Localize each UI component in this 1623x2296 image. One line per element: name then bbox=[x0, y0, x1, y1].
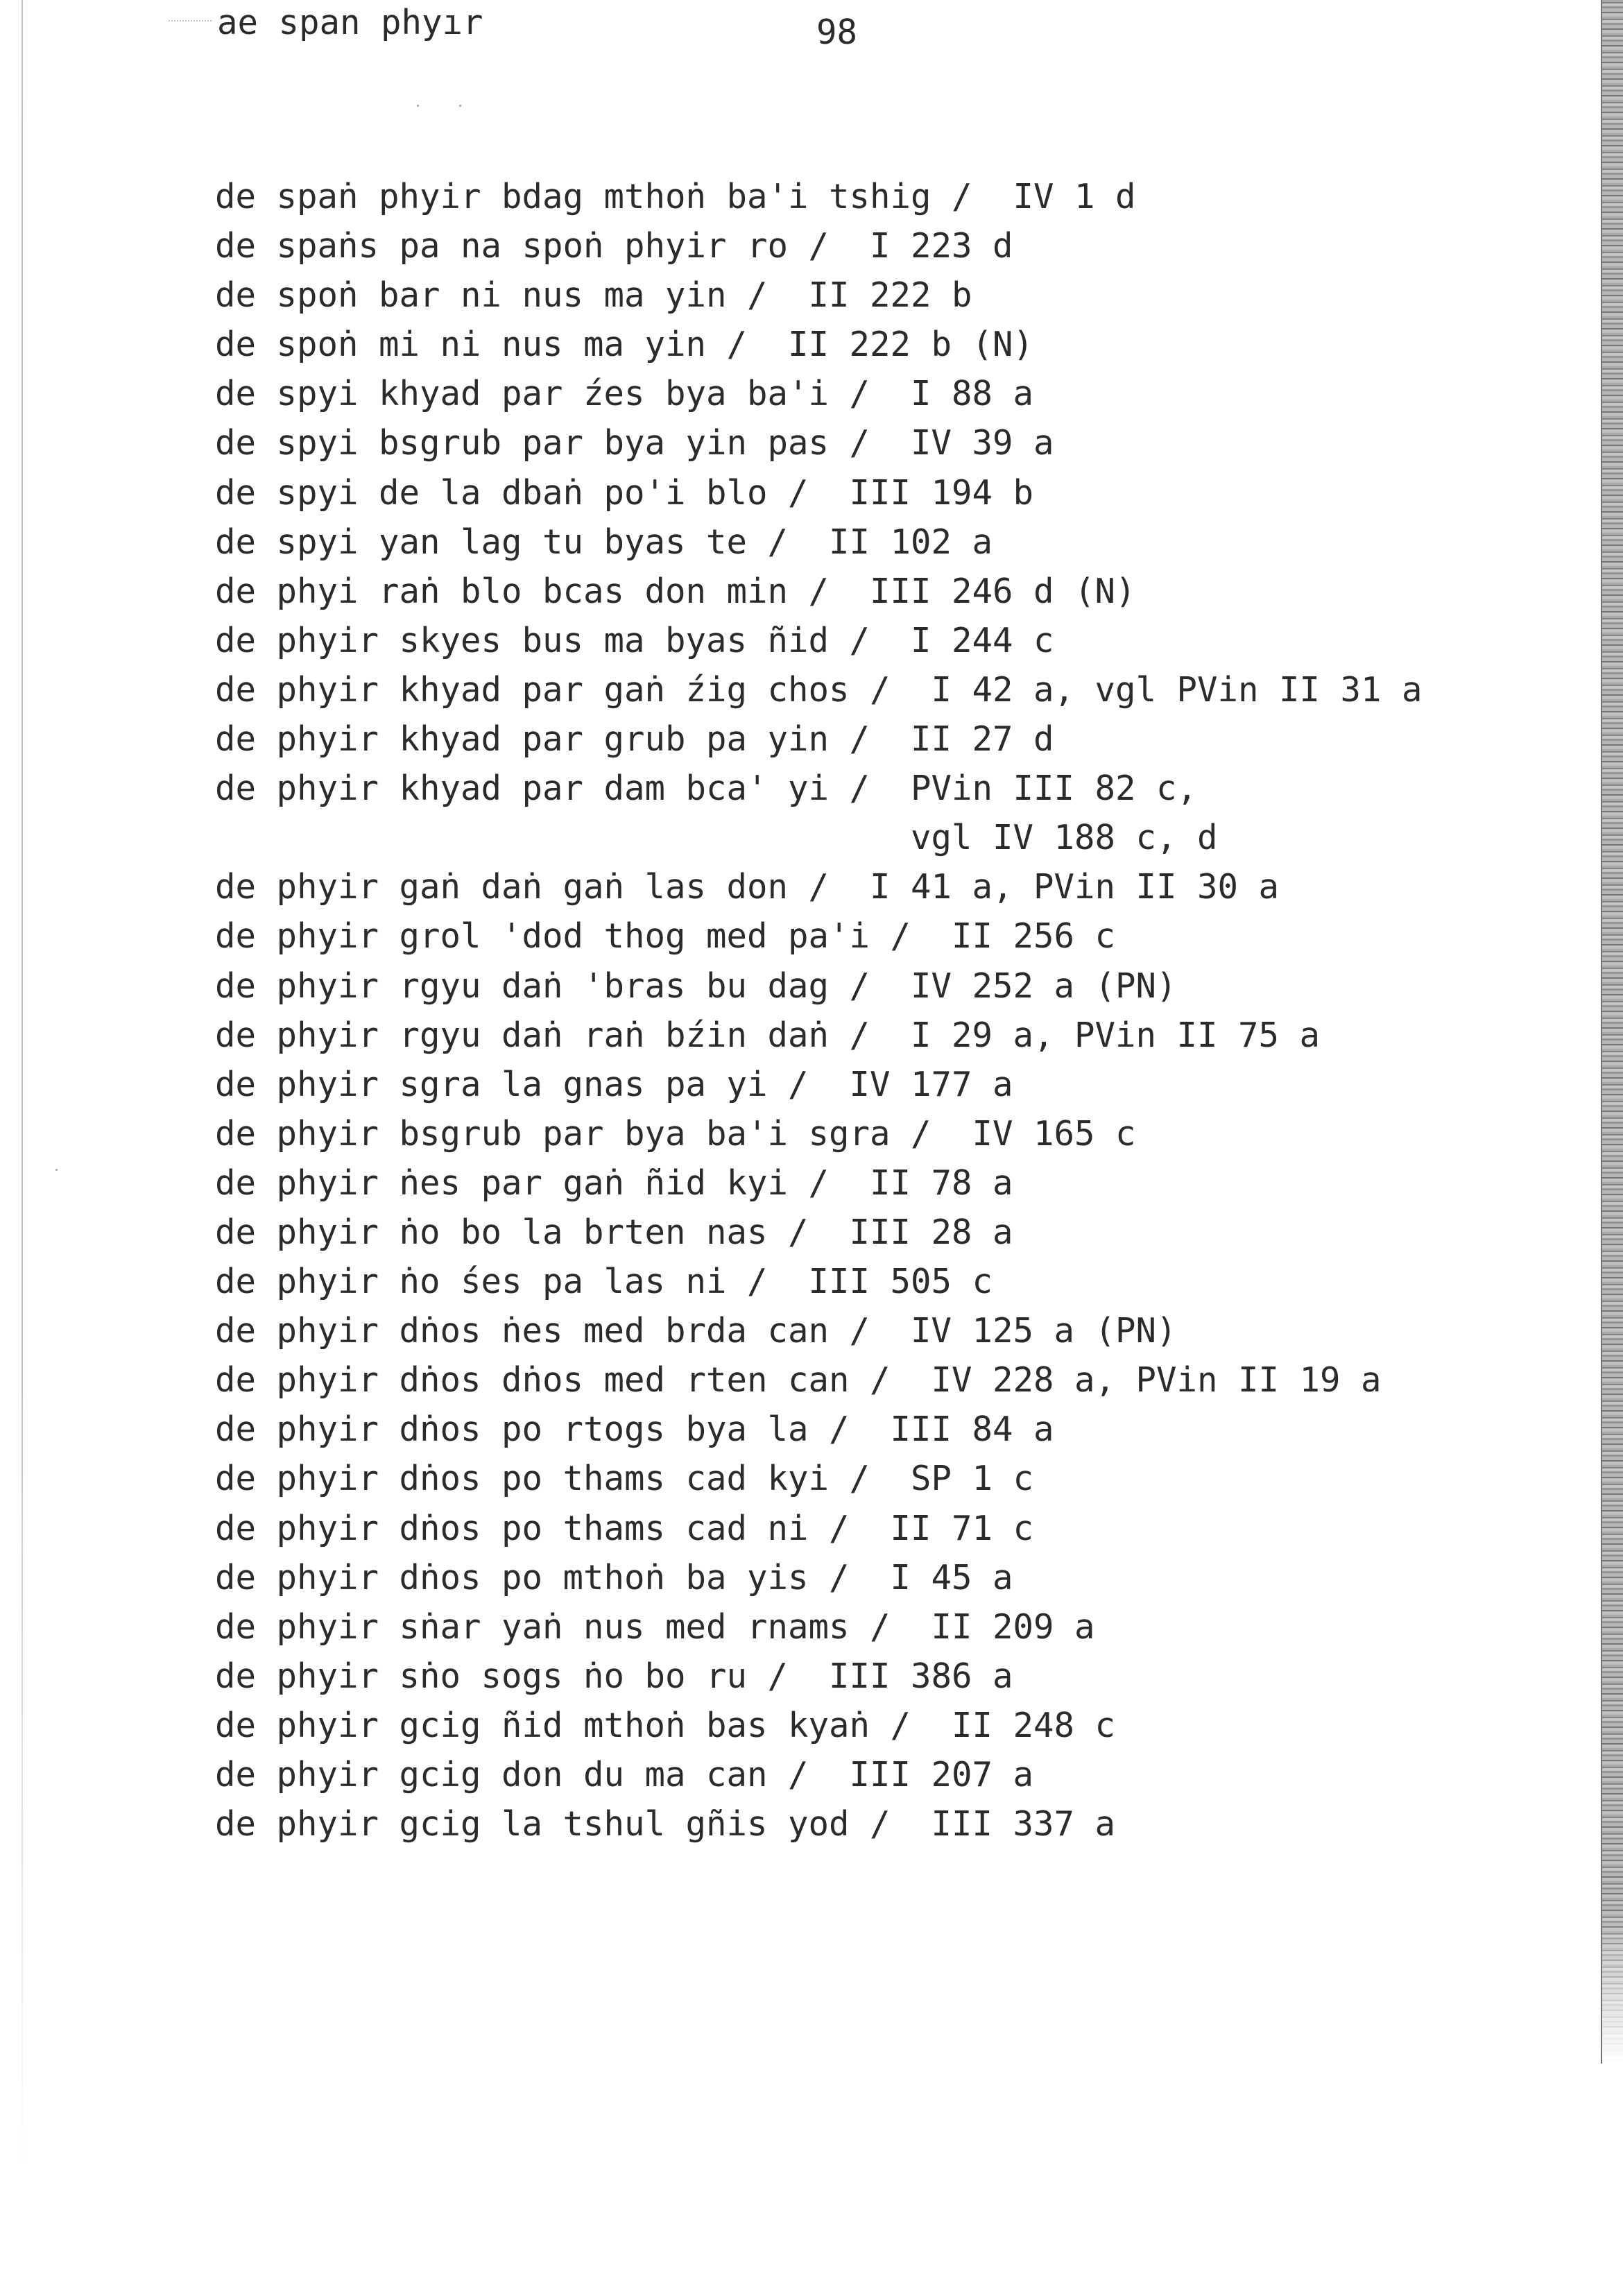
reference: I 42 a, vgl PVin II 31 a bbox=[931, 669, 1423, 710]
index-entry bbox=[215, 1454, 1423, 1503]
reference: vgl IV 188 c, d bbox=[911, 818, 1218, 858]
verse-text: de phyir dṅos ṅes med brda can / bbox=[215, 1311, 870, 1351]
reference: III 386 a bbox=[829, 1656, 1013, 1696]
verse-text: de phyir sṅo sogs ṅo bo ru / bbox=[215, 1656, 789, 1696]
index-entry bbox=[215, 271, 1423, 320]
reference: IV 177 a bbox=[849, 1064, 1013, 1104]
index-entry bbox=[215, 1158, 1423, 1208]
reference: II 71 c bbox=[890, 1508, 1034, 1548]
reference: II 222 b bbox=[808, 275, 972, 316]
verse-text: de phyir gaṅ daṅ gaṅ las don / bbox=[215, 867, 830, 907]
reference: I 41 a, PVin II 30 a bbox=[870, 867, 1280, 907]
index-entry bbox=[215, 1602, 1423, 1652]
reference: II 256 c bbox=[952, 916, 1116, 957]
reference: III 194 b bbox=[849, 472, 1034, 513]
verse-text: de phyir ṅo śes pa las ni / bbox=[215, 1262, 768, 1302]
reference: II 78 a bbox=[870, 1163, 1013, 1203]
reference: IV 39 a bbox=[911, 423, 1054, 463]
index-entry bbox=[215, 221, 1423, 271]
index-entry bbox=[215, 1208, 1423, 1257]
reference: IV 125 a (PN) bbox=[911, 1311, 1177, 1351]
scan-speck bbox=[459, 105, 461, 107]
verse-text: de spaṅs pa na spoṅ phyir ro / bbox=[215, 226, 830, 266]
index-entry bbox=[215, 1109, 1423, 1158]
reference: I 45 a bbox=[890, 1557, 1013, 1597]
reference: III 84 a bbox=[890, 1410, 1054, 1450]
scan-speck bbox=[417, 105, 419, 107]
verse-text: de phyir dṅos po thams cad kyi / bbox=[215, 1459, 870, 1499]
verse-text: de phyir grol 'dod thog med pa'i / bbox=[215, 916, 911, 957]
verse-text: de phyir khyad par dam bca' yi / bbox=[215, 769, 870, 809]
index-entry bbox=[215, 1060, 1423, 1109]
index-entry bbox=[215, 1504, 1423, 1553]
reference: PVin III 82 c, bbox=[911, 769, 1198, 809]
reference: IV 165 c bbox=[972, 1113, 1136, 1154]
verse-text: de phyir gcig ñid mthoṅ bas kyaṅ / bbox=[215, 1705, 911, 1745]
reference: IV 228 a, PVin II 19 a bbox=[931, 1360, 1382, 1400]
reference: I 244 c bbox=[911, 620, 1054, 660]
verse-text: de phyir ṅo bo la brten nas / bbox=[215, 1212, 809, 1252]
reference-continuation bbox=[215, 813, 1423, 862]
index-entry bbox=[215, 1405, 1423, 1454]
reference: III 505 c bbox=[808, 1262, 993, 1302]
page-number: 98 bbox=[816, 12, 858, 52]
reference: II 27 d bbox=[911, 719, 1054, 760]
index-entry bbox=[215, 764, 1423, 813]
verse-text: de phyir dṅos po thams cad ni / bbox=[215, 1508, 850, 1548]
verse-text: de phyi raṅ blo bcas don min / bbox=[215, 571, 830, 611]
index-entry bbox=[215, 418, 1423, 468]
reference: I 223 d bbox=[870, 226, 1013, 266]
index-entry bbox=[215, 1257, 1423, 1306]
index-entry bbox=[215, 862, 1423, 911]
verse-text: de phyir dṅos po mthoṅ ba yis / bbox=[215, 1557, 850, 1597]
index-entry bbox=[215, 1652, 1423, 1701]
index-entry bbox=[215, 1011, 1423, 1060]
index-entry bbox=[215, 369, 1423, 418]
reference: IV 1 d bbox=[1013, 177, 1136, 216]
verse-text: de spyi de la dbaṅ po'i blo / bbox=[215, 472, 809, 513]
index-entry bbox=[215, 567, 1423, 616]
index-entry bbox=[215, 714, 1423, 764]
verse-text: de spaṅ phyir bdag mthoṅ ba'i tshig / bbox=[215, 177, 972, 216]
verse-text: de spyi yan lag tu byas te / bbox=[215, 522, 789, 562]
verse-text: de spyi bsgrub par bya yin pas / bbox=[215, 423, 870, 463]
scan-speck bbox=[55, 1169, 58, 1171]
verse-text: de phyir khyad par grub pa yin / bbox=[215, 719, 870, 760]
reference: III 207 a bbox=[849, 1755, 1034, 1794]
index-entry bbox=[215, 468, 1423, 517]
reference: II 102 a bbox=[829, 522, 993, 562]
verse-text: de phyir rgyu daṅ 'bras bu dag / bbox=[215, 966, 870, 1006]
reference: II 209 a bbox=[931, 1607, 1095, 1647]
index-entry bbox=[215, 616, 1423, 665]
index-entry bbox=[215, 172, 1423, 221]
reference: II 248 c bbox=[952, 1705, 1116, 1745]
index-entry bbox=[215, 1355, 1423, 1405]
index-entry bbox=[215, 517, 1423, 567]
index-entry bbox=[215, 1306, 1423, 1355]
verse-text: de phyir gcig la tshul gñis yod / bbox=[215, 1804, 891, 1844]
running-head: ae span phyır bbox=[217, 3, 483, 42]
verse-text: de phyir rgyu daṅ raṅ bźin daṅ / bbox=[215, 1015, 870, 1055]
reference: III 337 a bbox=[931, 1804, 1116, 1844]
verse-text: de spyi khyad par źes bya ba'i / bbox=[215, 374, 870, 414]
index-entry bbox=[215, 1799, 1423, 1849]
reference: III 28 a bbox=[849, 1212, 1013, 1252]
reference: III 246 d (N) bbox=[870, 571, 1136, 611]
verse-text: de spoṅ bar ni nus ma yin / bbox=[215, 275, 768, 316]
verse-text: de phyir sgra la gnas pa yi / bbox=[215, 1064, 809, 1104]
page-edge-line bbox=[22, 0, 23, 2185]
verse-text: de phyir sṅar yaṅ nus med rnams / bbox=[215, 1607, 891, 1647]
verse-text: de phyir bsgrub par bya ba'i sgra / bbox=[215, 1113, 931, 1154]
reference: I 29 a, PVin II 75 a bbox=[911, 1015, 1321, 1055]
index-entry bbox=[215, 665, 1423, 714]
reference: I 88 a bbox=[911, 374, 1034, 414]
verse-text: de phyir ṅes par gaṅ ñid kyi / bbox=[215, 1163, 830, 1203]
reference: II 222 b (N) bbox=[788, 325, 1034, 365]
index-entry bbox=[215, 911, 1423, 961]
index-entry bbox=[215, 1701, 1423, 1750]
verse-text: de phyir dṅos dṅos med rten can / bbox=[215, 1360, 891, 1400]
verse-text: de phyir dṅos po rtogs bya la / bbox=[215, 1410, 850, 1450]
index-entry bbox=[215, 1553, 1423, 1602]
scan-edge-strip bbox=[1601, 0, 1623, 2064]
reference: SP 1 c bbox=[911, 1459, 1034, 1499]
verse-text: de spoṅ mi ni nus ma yin / bbox=[215, 325, 748, 365]
index-entry bbox=[215, 320, 1423, 369]
verse-index-list bbox=[215, 172, 1423, 1849]
scan-artifact-dots bbox=[169, 20, 212, 22]
verse-text: de phyir gcig don du ma can / bbox=[215, 1755, 809, 1794]
verse-text: de phyir skyes bus ma byas ñid / bbox=[215, 620, 870, 660]
index-entry bbox=[215, 1750, 1423, 1799]
verse-text: de phyir khyad par gaṅ źig chos / bbox=[215, 669, 891, 710]
index-entry bbox=[215, 961, 1423, 1011]
reference: IV 252 a (PN) bbox=[911, 966, 1177, 1006]
